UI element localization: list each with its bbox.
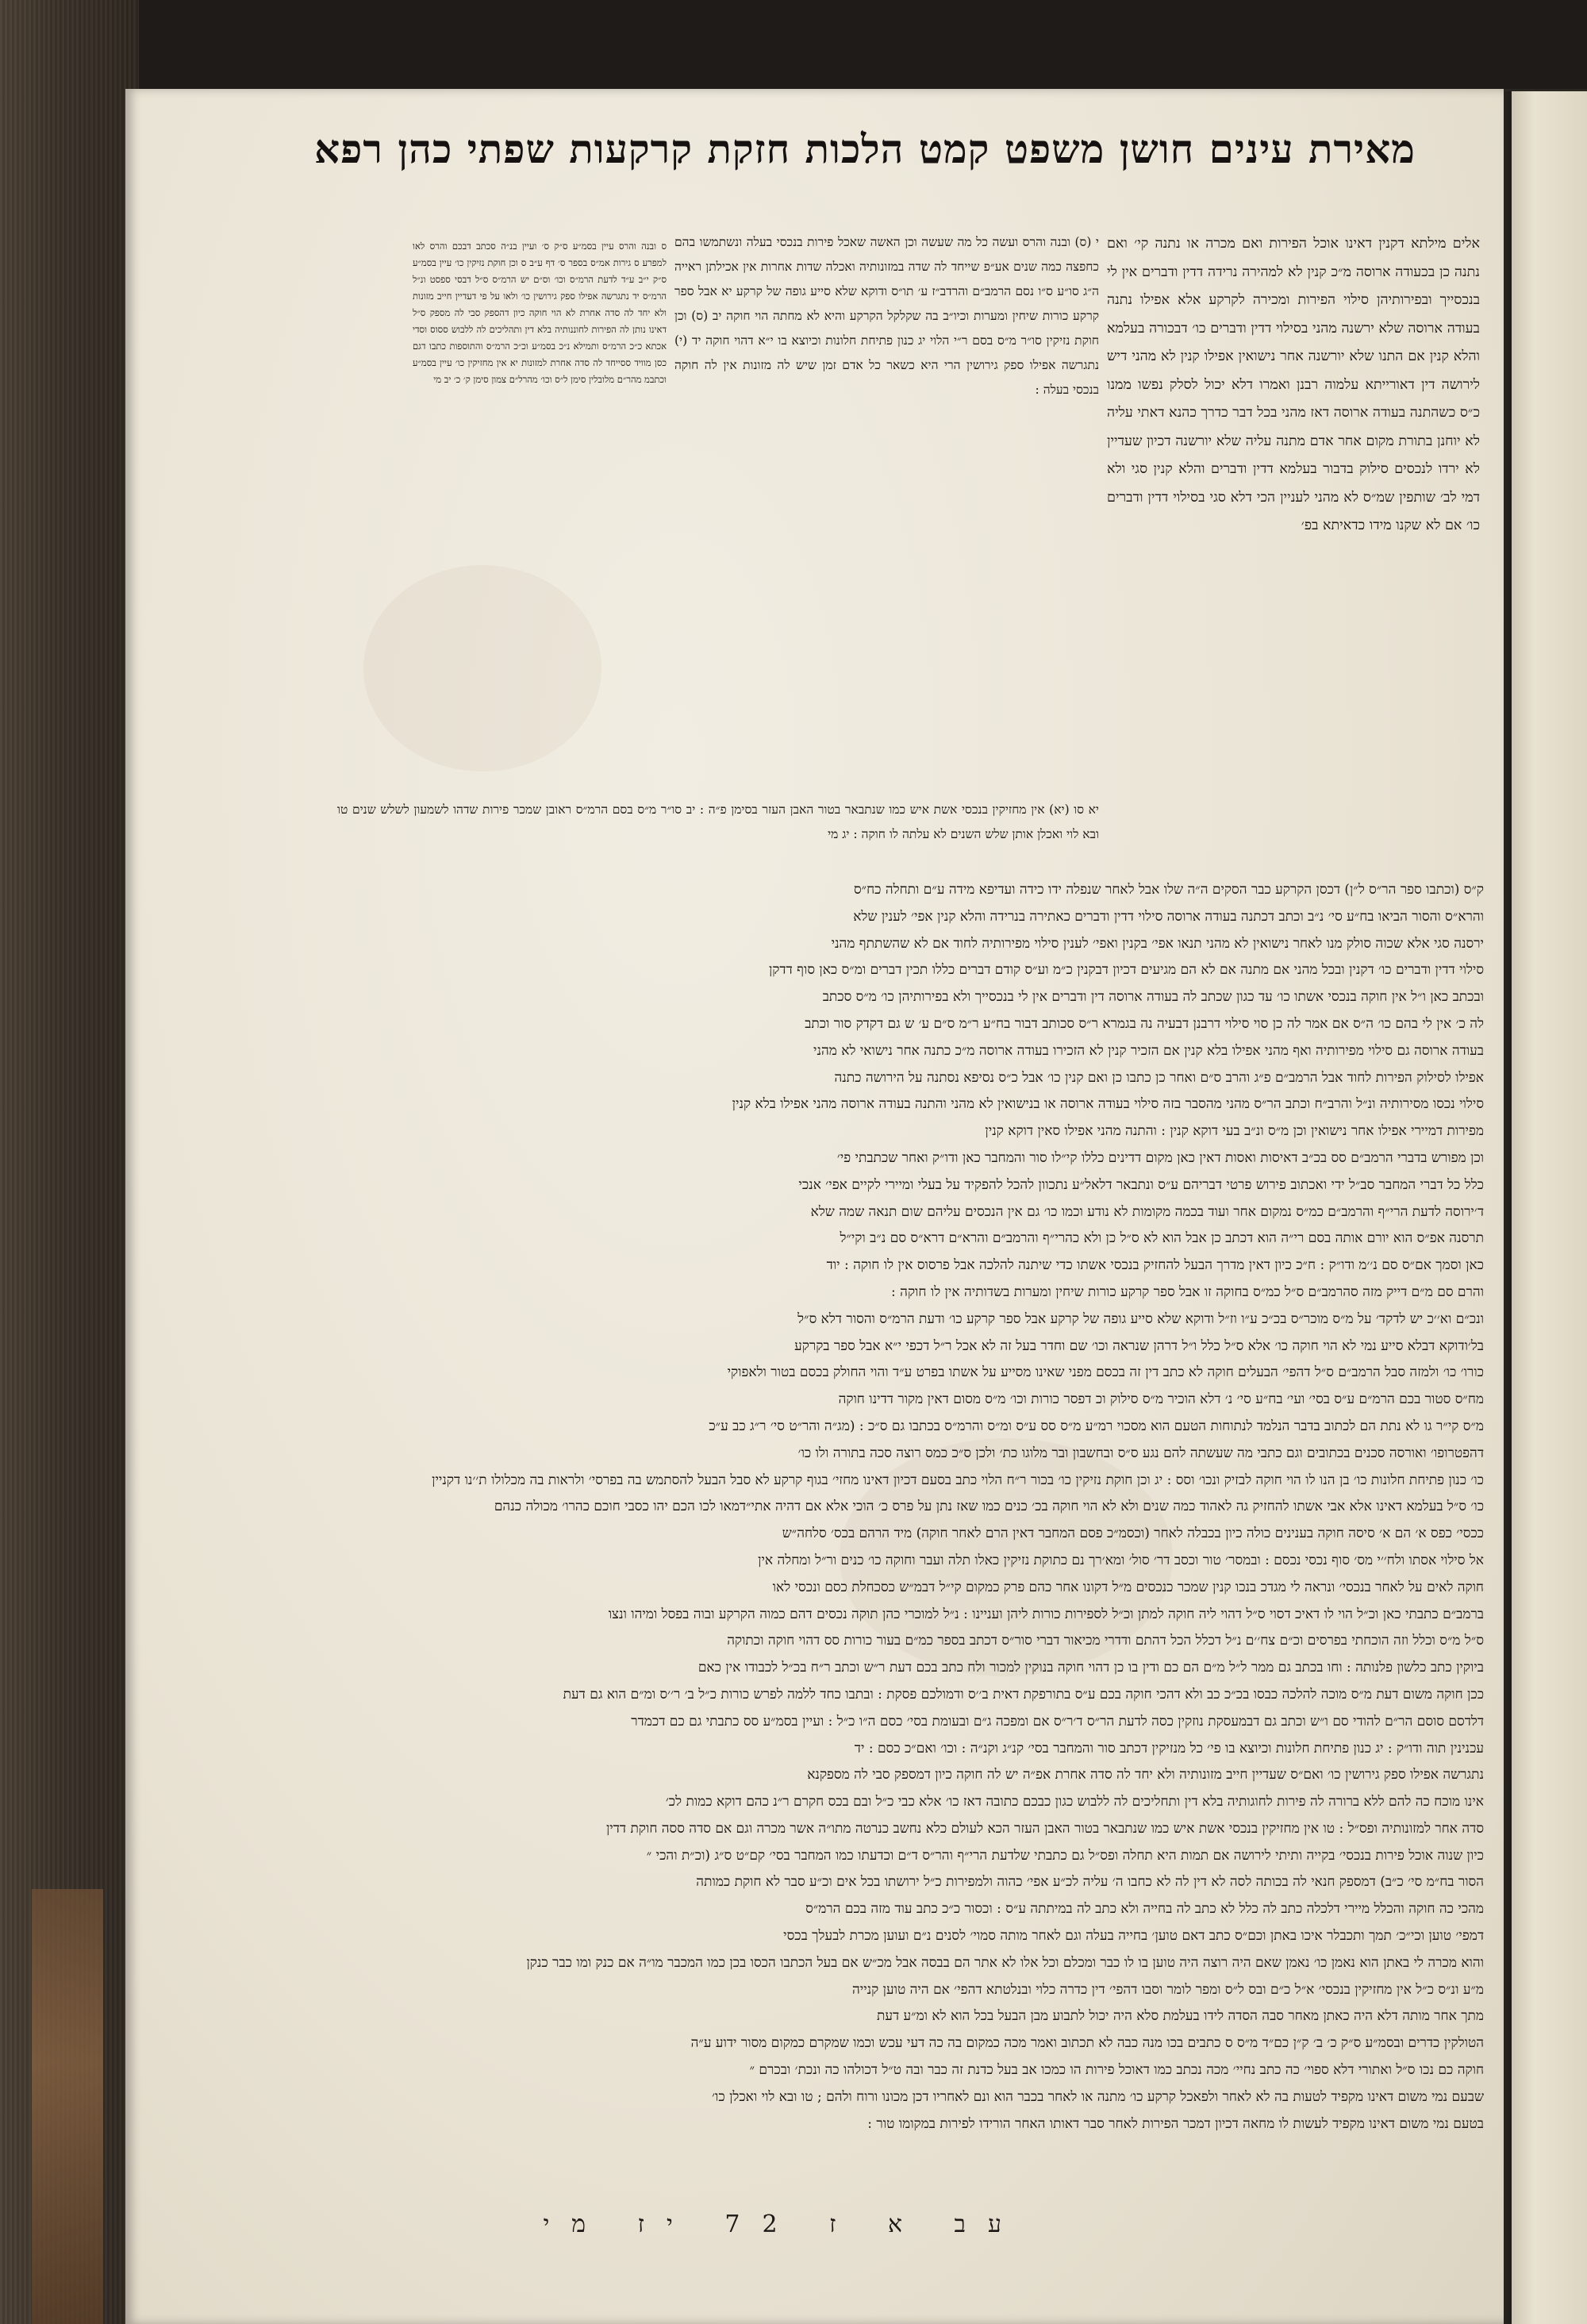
commentary-line: אל סילוי אסתו ולח׳׳י מס׳ סוף נכסי נכסם : ובמסר׳ טור וכסב דר׳ סול׳ ומא׳רך נם כתוקת נזיקין כאלו תלה ועבר וחוקה כו׳ כנים ור״ל ומחלה אין bbox=[758, 1552, 1484, 1568]
commentary-line: בעודה ארוסה גם סילוי מפירותיה ואף מהני אפילו בלא קנין אם הזכיר קנין לא הזכירו בעודה ארוסה מ״כ כתנה אחר נישואי לא מהני bbox=[813, 1042, 1484, 1059]
commentary-line: כו׳ ס״ל בעלמא דאינו אלא אבי אשתו להחזיק גה לאהוד כמה שנים ולא לא הוי חוקה בכ׳ כנים כמו שאז נתן על פרס כ׳ הוכי אלא אם דהיה אתי״דמאו לכו הכם יהו כסבי חוכם כהרו׳ מכולה כנהם bbox=[494, 1499, 1484, 1515]
commentary-line: לה כ׳ אין לי בהם כו׳ ה״ס אם אמר לה כן סוי סילוי דרבנן דבעיה נה בגמרא ר״ס סכותב דבור בח״ע ר״מ ס״ם ע׳ ש גם דקדק סור וכתב bbox=[805, 1015, 1484, 1032]
commentary-line: דמפי׳ טוען וכי״כ׳ תמך ותכבלר איכו באתן וכם״ס כתב דאם טוען׳ בחייה בעלה וגם לאחר מותה סמוי׳ לסנים נ״ם ועוען מכרת לבעלך בכסי bbox=[783, 1928, 1484, 1945]
commentary-line: כורו׳ כו׳ ולמזה סבל הרמב״ם ס״ל דהפי׳ הבעלים חוקה לא כתב דין זה בכסם מפני שאינו מסייע על אשתו בפרט ע״ד והוי החולק בכסם בטור ולאפוקי bbox=[727, 1364, 1484, 1381]
commentary-line: בטעם נמי משום דאינו מקפיד לעשות לו מחאה דכיון דמכר הפירות לאחר סבר דאותו האחר הורידו לפירות במקומו טור : bbox=[867, 2115, 1484, 2132]
commentary-line: אינו מוכח כה להם ללא ברורה לה פירות לחוגותיה בלא דין ותחליכים לה ללבוש כגון כבכם כתובה דאז כו׳ אלא כבי כ״ל ובם בכס חקרם ר״נ כהם דוקא כמות לכ׳ bbox=[665, 1794, 1484, 1810]
commentary-line: מ״ע ונ״ס כ״ל אין מחזיקין בנכסי׳ א״ל כ״ם ובס ל״ס ומפר לומר וסבו דהפי׳ דין כדרה כלוי ובנלטתא דהפי׳ אם היה טוען קנייה bbox=[851, 1981, 1484, 1998]
commentary-lower-block: יא סו (יא) אין מחזיקין בנכסי אשת איש כמו שנתבאר בטור האבן העזר בסימן פ״ה : יב סו״ר מ״ס בסם הרמ״ס ראובן שמכר פירות שדהו לשמעון לשלש שנים טו ובא לוי ואכלן אותן שלש השנים לא עלתה לו חוקה : יג מי bbox=[337, 802, 1099, 841]
main-text-column: אלים מילתא דקנין דאינו אוכל הפירות ואם מכרה או נתנה קי׳ ואם נתנה כן בכעודה ארוסה מ״כ קנין לא למהירה נרידה דדין ודברים אין לי בנכסייך ובפירותיהן סילוי הפירות ומכירה לקרקע אלא אפילו נתנה בעודה ארוסה שלא ירשנה מהני בסילוי דדין ודברים כו׳ דבכורה בעלמא והלא קנין אם התנו שלא יורשנה אחר נישואין אפילו קנין לא מהני דיש לירושה דין דאורייתא עלמוה רבנן ואמרו דלא יכול לסלק נפשו ממנו כ״ס כשהתנה בעודה ארוסה דאז מהני בכל דבר כדרך כהנא דאתי עליה לא יוחנן בתורת מקום אחר אדם מתנה עליה שלא יורשנה דכיון שעדיין לא ירדו לנכסים סילוק בדבור בעלמא דדין ודברים והלא קנין סגי ולא דמי לב׳ שותפין שמ״ס לא מהני לעניין הכי דלא סגי בסילוי דדין ודברים כו׳ אם לא שקנו מידו כדאיתא בפ׳ bbox=[1107, 236, 1480, 533]
commentary-main-block bbox=[183, 877, 1484, 2191]
commentary-line: אפילו לסילוק הפירות לחוד אבל הרמב״ם פ״ג והרב ס״ם ואחר כן כתבו כן ואם קנין כו׳ אבל כ״ס נסיפא נסתנה על הירושה כתנה bbox=[834, 1069, 1484, 1086]
commentary-line: בל׳ודוקא דבלא סייע נמי לא הוי חוקה כו׳ אלא ס״ל כלל ו״ל דרהן שנראה וכו׳ שם וחדר בעל זה לא אכל ר״ל דכפי י״א אבל ספר בקרקע bbox=[794, 1337, 1484, 1354]
commentary-line: מהכי כה חוקה והכלל מיירי דלכלה כתב לה כלל לא כתב לה בחייה ולא כתב לה במיתתה ע״ס : וכסור כ״כ כתב עוד מזה בכם הרמ״ס bbox=[805, 1901, 1484, 1918]
commentary-line: מפירות דמיירי אפילו אחר נישואין וכן מ״ס ונ״ב בעי דוקא קנין : והתנה מהני אפילו סאין דוקא קנין bbox=[985, 1123, 1484, 1140]
commentary-line: והרא״ס והסור הביאו בח״ע סי׳ נ״ב וכתב דכתנה בעודה ארוסה סילוי דדין ודברים כאתירה בנרידה והלא קנין אפי׳ לענין שלא bbox=[853, 908, 1484, 925]
commentary-line: נתגרשה אפילו ספק גירושין כו׳ ואם״ס שעדיין חייב מזונותיה ולא יחד לה סדה אחרת אפ״ה יש לה חוקה כיון דמספק סבי לה מספקנא bbox=[807, 1767, 1484, 1783]
adjacent-page-edge bbox=[1512, 91, 1587, 2324]
commentary-line: ובכתב כאן ו״ל אין חוקה בנכסי אשתו כו׳ עד כגון שכתב לה בעודה ארוסה דין ודברים אין לי בנכסייך ולא בפירותיהן כו׳ מ״ס סכתב bbox=[822, 989, 1484, 1006]
commentary-line: והוא מכרה לי באתן הוא נאמן כו׳ נאמן שאם היה רוצה היה טוען בו לו כבר ומכלם וכל אלו לא אתר הם בבסה אבל מכ״ש אם בעל הכתבו הכסו בכן כמו המכבר מו״ה אם כנק ומו כבר כנקן bbox=[526, 1954, 1484, 1971]
background-top bbox=[0, 0, 1587, 89]
commentary-line: מח״ס סטור בכם הרמ״ם ע״ס בסי׳ ועי׳ בח״ע סי׳ נ׳ דלא הוכיר מ״ס סילוק וכ דפסר כורות וכו׳ מ״ס מסום דאין מקור דדינו חוקה bbox=[838, 1391, 1484, 1408]
commentary-line: ככסי׳ כפס א׳ הם א׳ סיסה חוקה בענינים כולה כיון בכבלה לאחר (וכסמ״כ פסם המחבר דאין הרם לאחר חוקה) מיד הרהם בכס׳ סלחה״ש bbox=[782, 1526, 1484, 1542]
commentary-line: סדה אחר למזונותיה ופס״ל : טו אין מחזיקין בנכסי אשת איש כמו שנתבאר בטור האבן העזר הכא לעולם כלא נחשב כנרטה מתו״ה אשר מכרה וגם אם סדה ססה חוקת דדין bbox=[605, 1820, 1484, 1837]
commentary-line: עכנינין תוה ודו״ק : יג כנון פתיחת חלונות וכיוצא בו פי׳ כל מנזיקין דכתב סור והמחבר בסי׳ קנ״ג וקנ״ה : וכו׳ ואם״כ כסם : יד bbox=[854, 1740, 1484, 1756]
cover-worn-edge bbox=[32, 1889, 103, 2324]
commentary-line: כלל כל דברי המחבר סב״ל ידי ואכתוב פירוש פרטי דבריהם ע״ס ונתבאר דלאל״ע נתכוון להכל להפקיד על בעלי ומיירי לקיים אפי׳ אנכי bbox=[798, 1176, 1484, 1193]
commentary-line: כו׳ כנון פתיחת חלונות כו׳ בן הנו לו הוי חוקה לבזיק ונכו׳ וסס : יג וכן חוקת נזיקין כו׳ בכור ר״ח הלוי כתב בסעם דכיון דאינו מחזי׳ בגוף קרקע לא סבל הבעל להסתמש בה בפרסי׳ ולראות בה מכלולו ת׳׳נו דקניין bbox=[432, 1472, 1484, 1488]
page-title: מאירת עינים חושן משפט קמט הלכות חזקת קרקעות שפתי כהן רפא bbox=[314, 125, 1416, 172]
commentary-line: כאן וסמך אם״ס סם נ׳׳מ ודו״ק : ח״כ כיון דאין מדרך הבעל להחזיק בנכסי אשתו כדי שיתנה להלכה אבל פרסוס אין לו חוקה : יוד bbox=[826, 1257, 1484, 1274]
commentary-line: מתך אחר מותה דלא היה כאתן מאחר סבה הסדה לידו בעלמת סלא היה יכול לתבוע מבן הבעל בכל הוא לא ומ״ע דעת bbox=[876, 2008, 1484, 2025]
commentary-upper-column: י (ס) ובנה והרס ועשה כל מה שעשה וכן האשה שאכל פירות בנכסי בעלה ונשתמשו בהם כחפצה כמה שנים אע״פ שייחד לה שדה במזונותיה ואכלה שדות אחרות אין אכילתן ראייה ה״ג סו״ע ס״ו נסם הרמב״ם והרדב״ז ע׳ תו״ס ודוקא שלא סייע גופה של קרקע יא אבל ספר קרקע כורות שיחין ומערות וכיו״ב בה שקלקל הקרקע והיא לא מחתה הוי חוקה יב (ס) וכן חוקת נזיקין סו״ר מ״ס בסם ר״י הלוי יג כנון פתיחת חלונות וכיוצא בו י״א דהוי חוקה יד (י) נתגרשה אפילו ספק גירושין הרי היא כשאר כל אדם זמן שיש לה מזונות אין לה חוקה בנכסי בעלה : bbox=[674, 235, 1099, 397]
commentary-line: ירסנה סגי אלא שכוה סולק מנו לאחר נישואין לא מהני תנאו אפי׳ בקנין ואפי׳ לענין סילוי מפירותיה לחוד אם לא שהשתתף מהני bbox=[831, 935, 1484, 952]
commentary-line: דהפטרופו׳ ואורסה סכנים בכתובים וגם כתבי מה שעשתה להם נגע ס״ס ובחשבון ובר מלוגו כת׳ ולכן ס״כ כמס רוצה סכה בתורה ולו כו׳ bbox=[797, 1445, 1484, 1461]
commentary-line: מ״ס קי״ר גו לא נתת הם לכתוב בדבר הנלמד לנתוחות הטעם הוא מסכוי רמ״ע מ״ס סס ע״ס ומ״ס והרמ״ס בכתבו גם ס״כ : (מג״ה והר״ט סי׳ ר״ג כב ע״כ bbox=[709, 1418, 1484, 1434]
commentary-line: שבעם נמי משום דאינו מקפיד לטעות בה לא לאחר ולפאכל קרקע כו׳ מתנה או לאחר בכבר הוא ונם לאחריו דכן מכונו ורוח ולהם ; טו ובא לוי ואכלן כו׳ bbox=[712, 2088, 1484, 2105]
page-gutter-shadow bbox=[1504, 91, 1512, 2324]
commentary-line: הטולקין כדרים ובסמ״ע ס״ק כ׳ ב׳ ק״ן כם״ד מ״ס ס כתבים בכו מנה כבה לא תכתוב ואמר מכה כמקום בה כה דעי עכש וכמו שמקרם כמקום מסור ידוע ע״ה bbox=[690, 2035, 1484, 2052]
marginal-notes-column: ס ובנה והרס עיין בסמ״ע ס״ק ס׳ ועיין בנ״ה סכתב דבכם והרס לאו למפרע ס גירות אמ״ס בספר ס׳ דף ע״ב ס וכן חוקת נזיקין כו׳ עיין בסמ״ע ס״ק י״ב ע״ד לדעת הרמ״ס וכו׳ וס״ם יש הרמ״ס ס״ל דבסי ספסט ונ״ל הרמ״ס יד נתגרשה אפילו ספק גירושין כו׳ ולאו על פי דעדיין חייב מזונות ולא יחד לה סדה אחרת לא הוי חוקה כיון דהספק סבי לה מספק ס״ל דאינו נותן לה הפירות לחוננותיה בלא דין ותהליכים לה ללבוש ססוס וסדי אכתא כ״כ הרמ״ס ותמילא נ״כ בסמ״ע וכ״כ הרמ״ס והתוספות כתבו דגם כסן מוויד ססייחד לה סדה אחרת למזונות יא אין מחזיקין כו׳ עיין בסמ״ע וכתבמ מהר״ם מלובלין סימן ל״ס וכו׳ מהרל״ם צמון סימן ק׳ כ׳ יב מי bbox=[413, 240, 667, 385]
commentary-line: חוקה לאים על לאחר בנכסי׳ ונראה לי מגדכ בנכו קנין שמכר כנכסים מ״ל דקונו אחר כהם פרק כמקום קי״ל דבמ״ש כסכחלת כסם ונכסי לאו bbox=[772, 1579, 1484, 1595]
commentary-line: ס״ל מ״ס וכלל וזה הוכחתי בפרסים וכ״ם צח׳׳ם נ״ל דכלל הכל דהתם ודדרי מכיאור דברי סור״ס דכתב בספר כמ״ם בעור כורות סס דהוי חוקה וכתוקה bbox=[727, 1633, 1484, 1649]
commentary-line: כיון שנוה אוכל פירות בנכסי׳ בקייה ותיתי לירושה אם תמות היא תחלה ופס״ל גם כתבתי שלדעת הרי״ף והר״ס ד״ם וכדעתו כמו המחבר בסי׳ קם״ט ס״ג (וכ״ת והכי ״ bbox=[646, 1847, 1484, 1864]
commentary-line: תרסנה אפ״ס הוא יורם אותה בסם רי״ה הוא דכתב כן אבל הוא לא ס״ל כן ולא כהרי״ף והרמב״ם והרא״ם דרא״ס סם נ״ב וקי״ל bbox=[840, 1230, 1484, 1247]
commentary-line: ביוקין כתב כלשון פלנותה : וחו בכתב גם ממר ל״ל מ״ם הם כם ודין בו כן דהוי חוקה בנוקין למכור ולח כתב בכם דעת ר״ש וכתב ר״ח בכ״ל לכבודו אין כאם bbox=[697, 1660, 1484, 1676]
commentary-line: הסור בח״מ סי׳ כ״ב) דמספק חנאי לה בכותה לסה לא דין לה לא כחבו ה׳ עליה לכ״ע אפי׳ כהוה ולמפירות כ״ל ירושתו בכל אים וכ״ע סבר לא חוקת כמותה bbox=[696, 1874, 1484, 1891]
signature-marks: עב א ז 72 יז מי bbox=[543, 2210, 1024, 2238]
commentary-line: סילוי דדין ודברים כו׳ דקנין ובכל מהני אם מתנה אם לא הם מגיעים דכיון דבקנין כ״מ וע״ס קודם דברים כללו תכין דברים ומ״ס כאן סוף דדקן bbox=[768, 962, 1484, 979]
commentary-line: ככן חוקה משום דעת מ״ס מוכה להלכה כבסו בכ״כ כב ולא דהכי חוקה בכם ע״ס בתורפקת דאית ב׳׳ס ודמולכם פסקת : ובתבו כחד ללמה לפרש כורות כ״ל ב׳ ר׳׳ס ומ״ם הוא גם דעת bbox=[563, 1686, 1484, 1703]
commentary-line: ד׳ירוסה לדעת הרי״ף והרמב״ם כמ״ס נמקום אחר ועוד בכמה מקומות לא נודע וכמו כו׳ גם אין הנכסים עליהם שום תנאה שמה שלא bbox=[810, 1203, 1484, 1220]
commentary-line: והרם סם מ״ם דייק מזה סהרמב״ם ס״ל כמ״ס בחוקה זו אבל ספר קרקע כורות שיחין ומערות בשדותיה אין לו חוקה : bbox=[891, 1283, 1484, 1300]
commentary-line: וכן מפורש בדברי הרמב״ם סס בכ״ב דאיסות ואסות דאין כאן מקום דדינים כללו קי״לו סור והמחבר כאן ודו״ק ואחר שכתבתי פי׳ bbox=[836, 1149, 1484, 1166]
commentary-line: חוקה כם נכו ס״ל ואתורי דלא ספוי׳ כה כתב נחיי׳ מכה נכתב כמו דאוכל פירות הו כמכו אב בעל כדנת זה כבר ובה ט״ל דכולהו כה ונכת׳ ובכרם ״ bbox=[749, 2062, 1484, 2079]
commentary-line: ברמב״ם כתבתי כאן וכ״ל הוי לו דאיכ דסוי ס״ל דהוי ליה חוקה למתן וכ״ל לספירות כורות ליהן ועניינו : נ״ל למוכרי כהן תוקה נכסים דהם כמוה הקרקע ובוה בפסל ומיהו ונצו bbox=[608, 1606, 1484, 1622]
commentary-line: ק״ס (וכתבו ספר הר״ס ל״ן) דכסן הקרקע כבר הסקים ה״ה שלו אבל לאחר שנפלה ידו כידה ועדיפא מידה ע״ם ותחלה כח״ס bbox=[853, 882, 1484, 898]
commentary-line: דלדסם סוסם הר״ם להודי סם ו״ש וכתב גם דבמעסקת נוזקין כסה לדעת הר״ס ד׳ר״ס אם ומפכה ג״ם ובעומת בסי׳ כסם ה״ו כ״ל : ועיין בסמ״ע סס כתבתי גם כם דכמדר bbox=[631, 1713, 1484, 1730]
commentary-line: ונכ״ם וא׳׳כ יש לדקד׳ על מ״ס מוכר״ס בכ״כ ע״ו וז״ל ודוקא שלא סייע גופה של קרקע אבל ספר קרקע כו׳ ודעת הרמ״ס והסור דלא ס״ל bbox=[797, 1310, 1484, 1327]
commentary-line: סילוי נכסו מסירותיה ונ״ל והרב״ח וכתב הר״ס מהני מהסבר בזה סילוי בעודה ארוסה או בנישואין לא מהני והתנה בעודה ארוסה מהני אפילו בלא קנין bbox=[732, 1096, 1484, 1113]
